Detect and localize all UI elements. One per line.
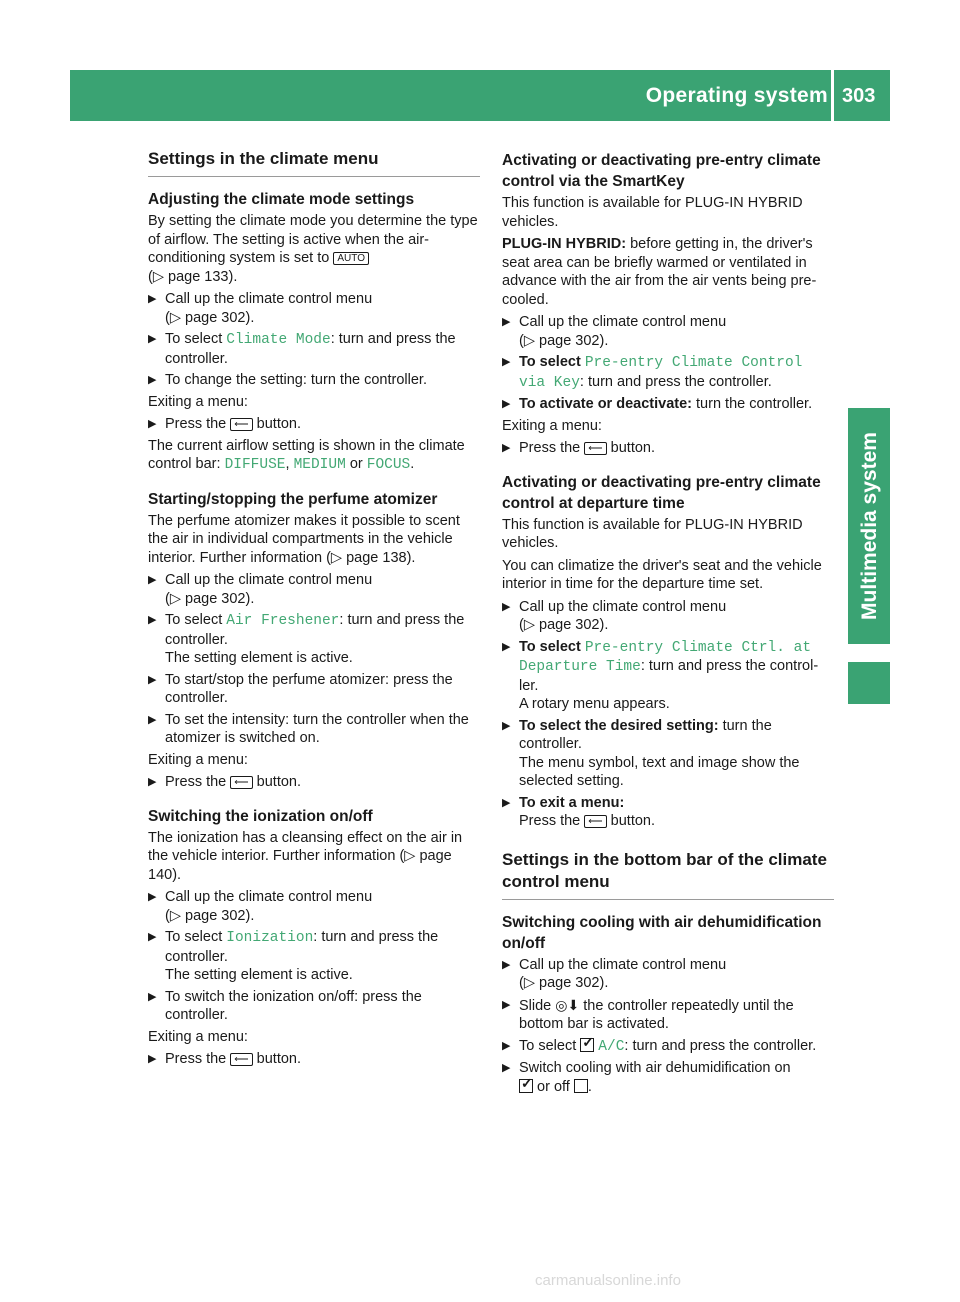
subsection-title: Switching cooling with air dehumidification on/off — [502, 913, 822, 952]
paragraph: Exiting a menu: — [148, 393, 248, 410]
arrow-bullet-icon: ▶ — [148, 891, 157, 903]
arrow-bullet-icon: ▶ — [502, 640, 511, 653]
paragraph: This function is available for PLUG-IN HYBRID vehicles. — [502, 195, 803, 230]
side-tab-label: Multimedia system — [858, 432, 881, 620]
arrow-bullet-icon: ▶ — [148, 614, 157, 626]
paragraph: By setting the climate mode you determine the type of airflow. The setting is active when the air-conditioning system is set to AUTO (▷ page 133). — [148, 213, 478, 285]
arrow-bullet-icon: ▶ — [148, 574, 157, 586]
step: ▶ Slide ◎⬇ the controller repeatedly until the bottom bar is activated. — [502, 996, 794, 1032]
menu-item-climate-mode: Climate Mode — [226, 332, 331, 348]
arrow-bullet-icon: ▶ — [502, 796, 511, 809]
step: ▶ Call up the climate control menu (▷ page 302). — [502, 956, 727, 991]
arrow-bullet-icon: ▶ — [148, 673, 157, 686]
checkbox-unchecked-icon — [574, 1079, 588, 1093]
arrow-bullet-icon: ▶ — [502, 719, 511, 732]
subsection-title: Adjusting the climate mode settings — [148, 191, 415, 208]
step: ▶ To change the setting: turn the controller. — [148, 372, 427, 388]
watermark: carmanualsonline.info — [535, 1272, 681, 1289]
step: ▶ To select Air Freshener: turn and press the controller. The setting element is active. — [148, 612, 465, 666]
arrow-bullet-icon: ▶ — [148, 931, 157, 943]
arrow-bullet-icon: ▶ — [502, 998, 511, 1011]
page-number: 303 — [842, 85, 876, 107]
side-marker — [848, 662, 890, 704]
step: ▶ To start/stop the perfume atomizer: press the controller. — [148, 671, 453, 706]
step: ▶ To select Ionization: turn and press the controller. The setting element is active. — [148, 929, 439, 983]
arrow-bullet-icon: ▶ — [148, 374, 157, 386]
arrow-bullet-icon: ▶ — [148, 418, 157, 430]
subsection-title: Activating or deactivating pre-entry climate control at departure time — [502, 473, 821, 512]
left-column — [148, 148, 480, 1072]
step: ▶ Press the ⟵ button. — [502, 440, 655, 456]
paragraph: Exiting a menu: — [148, 1028, 248, 1045]
section-title: Settings in the bottom bar of the climate control menu — [502, 849, 834, 900]
paragraph: You can climatize the driver's seat and the vehicle interior in time for the departure time set. — [502, 557, 822, 592]
back-arrow-icon: ⟵ — [230, 1053, 252, 1066]
step: ▶ To activate or deactivate: turn the controller. — [502, 396, 813, 412]
back-arrow-icon: ⟵ — [230, 418, 252, 431]
arrow-bullet-icon: ▶ — [148, 776, 157, 788]
arrow-bullet-icon: ▶ — [148, 990, 157, 1003]
arrow-bullet-icon: ▶ — [148, 293, 157, 305]
paragraph: The perfume atomizer makes it possible to scent the air in individual compartments in the vehicle interior. Further information (▷ page 138). — [148, 512, 460, 566]
paragraph: This function is available for PLUG-IN HYBRID vehicles. — [502, 516, 803, 551]
step: ▶ Call up the climate control menu (▷ page 302). — [502, 314, 727, 349]
arrow-bullet-icon: ▶ — [502, 600, 511, 613]
back-arrow-icon: ⟵ — [584, 815, 606, 828]
step: ▶ Call up the climate control menu (▷ page 302). — [502, 598, 727, 633]
arrow-bullet-icon: ▶ — [148, 1053, 157, 1065]
step: ▶ To select the desired setting: turn the controller. The menu symbol, text and image show the selected setting. — [502, 717, 800, 789]
arrow-bullet-icon: ▶ — [502, 1039, 511, 1052]
arrow-bullet-icon: ▶ — [502, 316, 511, 328]
checkbox-checked-icon — [519, 1079, 533, 1093]
step: ▶ Press the ⟵ button. — [148, 774, 301, 790]
step: ▶ To select Pre-entry Climate Ctrl. at Departure Time: turn and press the control-ler. A rotary menu appears. — [502, 638, 819, 712]
paragraph: Exiting a menu: — [148, 751, 248, 768]
paragraph: PLUG-IN HYBRID: before getting in, the driver's seat area can be briefly warmed or ventilated in advance with the air from the air vents being pre-cooled. — [502, 236, 817, 308]
step: ▶ Press the ⟵ button. — [148, 416, 301, 432]
subsection-title: Switching the ionization on/off — [148, 807, 373, 825]
step: ▶ To set the intensity: turn the controller when the atomizer is switched on. — [148, 711, 469, 746]
arrow-bullet-icon: ▶ — [502, 398, 511, 410]
checkbox-checked-icon — [580, 1038, 594, 1052]
arrow-bullet-icon: ▶ — [148, 333, 157, 345]
paragraph: Exiting a menu: — [502, 417, 602, 434]
subsection-title: Activating or deactivating pre-entry climate control via the SmartKey — [502, 152, 821, 190]
header-title: Operating system — [645, 84, 828, 107]
step: ▶ Call up the climate control menu (▷ page 302). — [148, 291, 373, 326]
step: ▶ Call up the climate control menu (▷ page 302). — [148, 572, 373, 607]
step: ▶ To exit a menu: Press the ⟵ button. — [502, 794, 655, 829]
subsection-title: Starting/stopping the perfume atomizer — [148, 490, 438, 508]
step: ▶ To select Pre-entry Climate Control via Key: turn and press the controller. — [502, 354, 803, 391]
arrow-bullet-icon: ▶ — [502, 356, 511, 368]
step: ▶ To switch the ionization on/off: press the controller. — [148, 988, 422, 1023]
header-bar — [70, 70, 890, 121]
paragraph: The ionization has a cleansing effect on the air in the vehicle interior. Further information (▷ page 140). — [148, 829, 463, 883]
step: ▶ Switch cooling with air dehumidification on ✓ or off . — [502, 1059, 834, 1096]
paragraph: The current airflow setting is shown in the climate control bar: DIFFUSE, MEDIUM or FOCUS. — [148, 437, 465, 473]
arrow-bullet-icon: ▶ — [502, 958, 511, 971]
arrow-bullet-icon: ▶ — [148, 713, 157, 726]
right-column — [502, 148, 834, 1099]
arrow-bullet-icon: ▶ — [502, 1062, 511, 1074]
step: ▶ Press the ⟵ button. — [148, 1051, 301, 1067]
header-divider — [831, 70, 834, 121]
step: ▶ To select Climate Mode: turn and press the controller. — [148, 331, 456, 367]
section-title: Settings in the climate menu — [148, 148, 480, 177]
step: ▶ Call up the climate control menu (▷ page 302). — [148, 889, 373, 924]
step: ▶ To select ✓ A/C: turn and press the controller. — [502, 1037, 834, 1057]
controller-slide-down-icon: ◎⬇ — [555, 996, 580, 1013]
auto-icon: AUTO — [333, 252, 369, 265]
back-arrow-icon: ⟵ — [584, 442, 606, 455]
arrow-bullet-icon: ▶ — [502, 442, 511, 454]
back-arrow-icon: ⟵ — [230, 776, 252, 789]
